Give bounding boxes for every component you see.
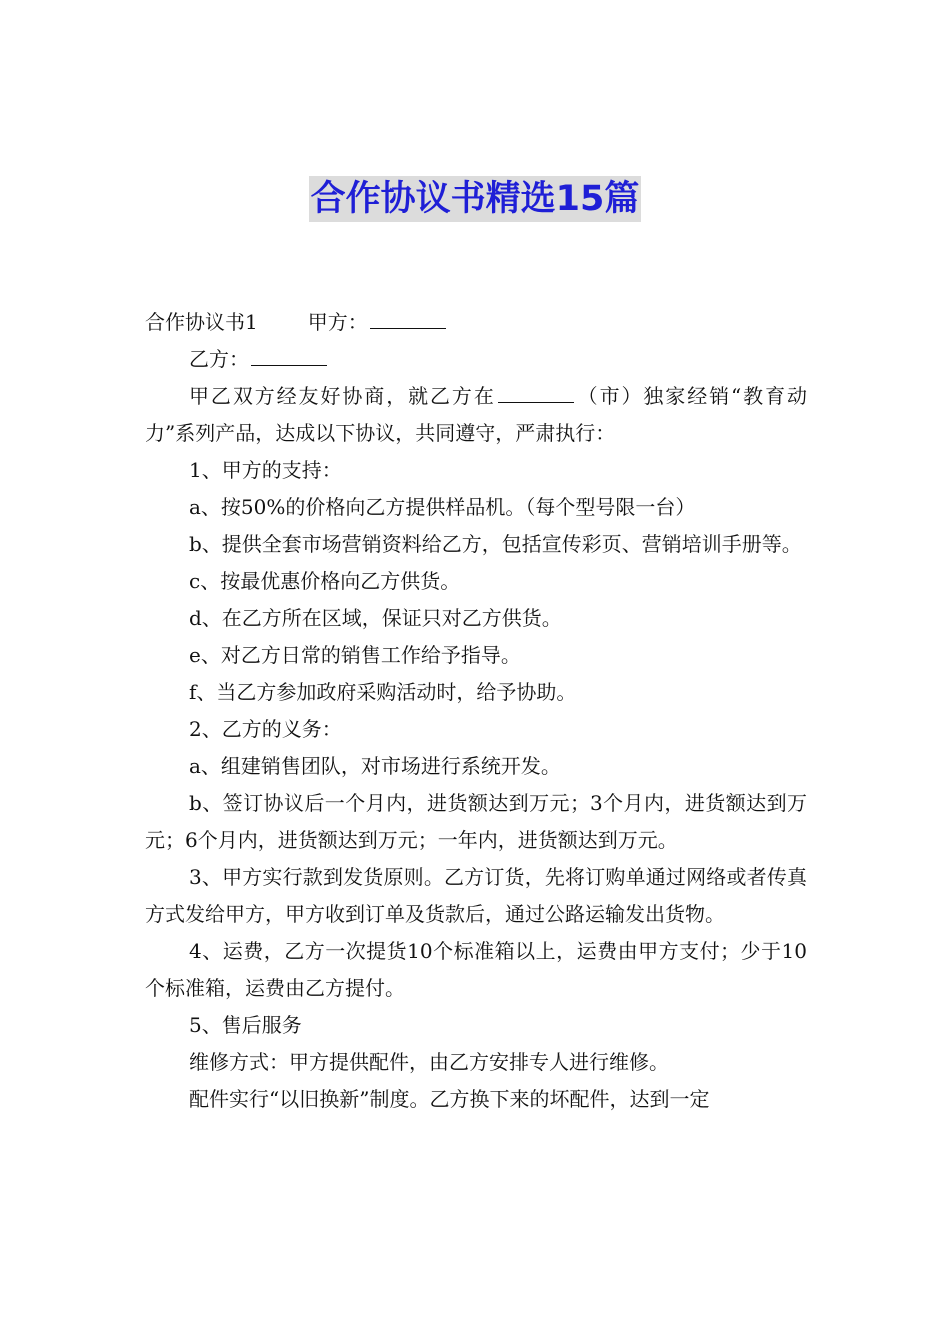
paragraph-1a: a、按50%的价格向乙方提供样品机。（每个型号限一台） (189, 495, 696, 519)
city-blank (498, 384, 574, 403)
heading-line (145, 304, 807, 341)
party-a-blank (370, 310, 446, 329)
paragraph-1d: d、在乙方所在区域，保证只对乙方供货。 (189, 606, 562, 630)
paragraph-2a: a、组建销售团队，对市场进行系统开发。 (189, 754, 561, 778)
party-b-blank (251, 347, 327, 366)
intro-after: （市）独家经销“教育动力”系列产品，达成以下协议，共同遵守，严肃执行： (145, 384, 807, 445)
paragraph-1f: f、当乙方参加政府采购活动时，给予协助。 (189, 680, 577, 704)
paragraph-1e: e、对乙方日常的销售工作给予指导。 (189, 643, 521, 667)
paragraph-3: 3、甲方实行款到发货原则。乙方订货，先将订购单通过网络或者传真方式发给甲方，甲方收到订单及货款后，通过公路运输发出货物。 (145, 865, 807, 926)
intro-before: 甲乙双方经友好协商，就乙方在 (189, 384, 496, 408)
paragraph-4: 4、运费，乙方一次提货10个标准箱以上，运费由甲方支付；少于10个标准箱，运费由乙方提付。 (145, 939, 807, 1000)
paragraph-5b: 配件实行“以旧换新”制度。乙方换下来的坏配件，达到一定 (189, 1087, 710, 1111)
paragraph-5a: 维修方式：甲方提供配件，由乙方安排专人进行维修。 (189, 1050, 669, 1074)
title-wrapper (0, 176, 950, 222)
paragraph-2b: b、签订协议后一个月内，进货额达到万元；3个月内，进货额达到万元；6个月内，进货额达到万元；一年内，进货额达到万元。 (145, 791, 807, 852)
paragraph-1b: b、提供全套市场营销资料给乙方，包括宣传彩页、营销培训手册等。 (189, 532, 802, 556)
document-body (145, 304, 807, 1118)
paragraph-2: 2、乙方的义务： (189, 717, 342, 741)
intro-paragraph (145, 378, 807, 452)
paragraph-5: 5、售后服务 (189, 1013, 302, 1037)
party-b-line (145, 341, 807, 378)
party-b-label: 乙方： (189, 347, 249, 371)
agreement-label: 合作协议书1 (145, 310, 258, 334)
paragraph-1: 1、甲方的支持： (189, 458, 342, 482)
document-title: 合作协议书精选15篇 (309, 176, 642, 222)
paragraph-1c: c、按最优惠价格向乙方供货。 (189, 569, 461, 593)
party-a-label: 甲方： (307, 310, 368, 334)
